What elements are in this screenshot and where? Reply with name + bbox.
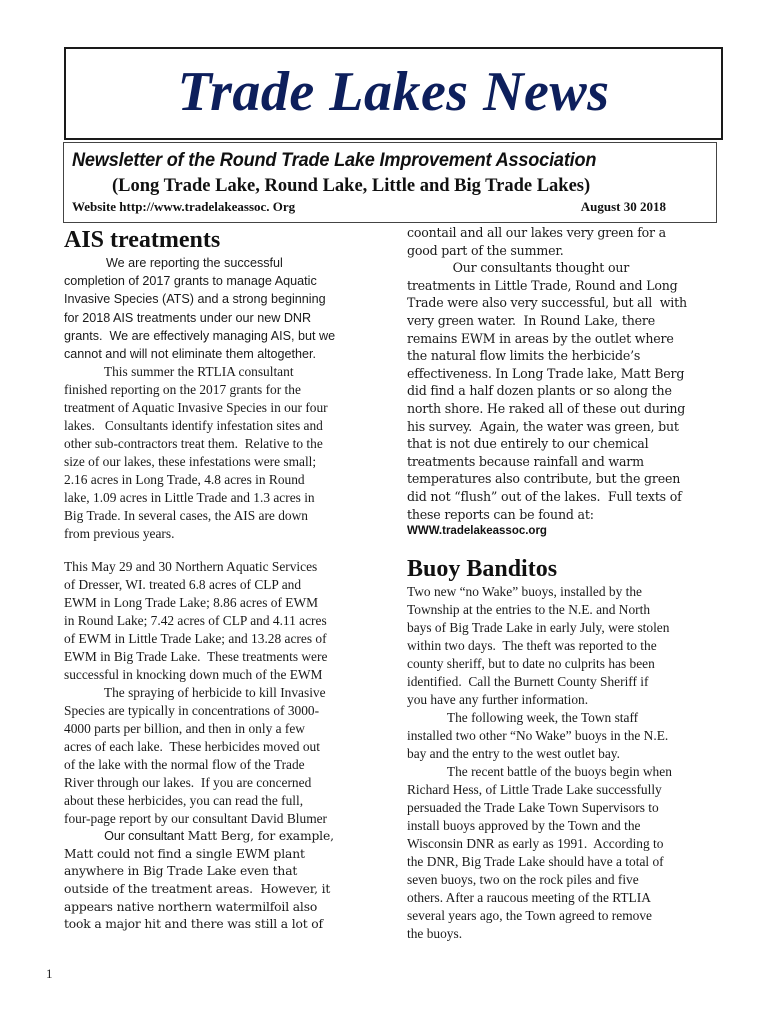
text-line: did not “flush” out of the lakes. Full texts of [407, 488, 682, 504]
text-line: completion of 2017 grants to manage Aquatic [64, 274, 317, 289]
text-line: treatments because rainfall and warm [407, 453, 644, 469]
text-line: grants. We are effectively managing AIS, but we [64, 328, 336, 343]
text-line: We are reporting the successful [64, 256, 283, 270]
text-line: about these herbicides, you can read the full, [64, 793, 304, 809]
text-line: effectiveness. In Long Trade lake, Matt Berg [407, 365, 685, 381]
text-line: Wisconsin DNR as early as 1991. According to [407, 836, 664, 852]
ais-intro-paragraph [64, 254, 374, 363]
text-line: outside of the treatment areas. However, it [64, 882, 331, 896]
text-line [64, 828, 374, 846]
heading-buoy-banditos: Buoy Banditos [407, 556, 558, 583]
text-line: other sub-contractors treat them. Relative to the [64, 436, 323, 452]
newsletter-title: Trade Lakes News [177, 61, 610, 123]
text-line: Township at the entries to the N.E. and North [407, 602, 651, 618]
text-line: cannot and will not eliminate them altogether. [64, 347, 317, 362]
text-line: treatment of Aquatic Invasive Species in our four [64, 400, 328, 416]
ais-continued-paragraph [407, 224, 707, 259]
text-line: remains EWM in areas by the outlet where [407, 330, 674, 346]
text-line: installed two other “No Wake” buoys in the N.E. [407, 728, 669, 744]
heading-ais-treatments: AIS treatments [64, 227, 221, 253]
text-line: anywhere in Big Trade Lake even that [64, 864, 298, 879]
text-line: The recent battle of the buoys begin when [407, 764, 672, 780]
text-line: lakes. Consultants identify infestation sites and [64, 418, 323, 434]
text-line: for 2018 AIS treatments under our new DNR [64, 310, 312, 325]
text-line: north shore. He raked all of these out during [407, 400, 686, 416]
text-line: size of our lakes, these infestations were small; [64, 454, 317, 470]
page-number: 1 [46, 966, 53, 981]
text-line: the buoys. [407, 926, 463, 942]
text-line: county sheriff, but to date no culprits has been [407, 656, 655, 672]
text-line: Two new “no Wake” buoys, installed by the [407, 584, 642, 600]
text-line: of EWM in Little Trade Lake; and 13.28 acres of [64, 631, 327, 647]
text-line: finished reporting on the 2017 grants for the [64, 382, 301, 398]
ais-matt-berg-paragraph [64, 828, 374, 934]
issue-date: August 30 2018 [580, 199, 666, 214]
text-line: the DNR, Big Trade Lake should have a total of [407, 854, 664, 870]
ais-treatment-paragraph [64, 558, 374, 684]
text-line: the natural flow limits the herbicide’s [407, 348, 641, 364]
text-line: seven buoys, two on the rock piles and five [407, 872, 639, 888]
text-line: Trade were also very successful, but all with [407, 295, 687, 311]
text-line: his survey. Again, the water was green, but [407, 418, 679, 434]
text-line: these reports can be found at: [407, 506, 594, 522]
text-line: from previous years. [64, 526, 175, 542]
text-line: acres of each lake. These herbicides moved out [64, 739, 320, 755]
text-line: persuaded the Trade Lake Town Supervisors to [407, 800, 659, 816]
ais-report-paragraph [64, 363, 374, 543]
buoy-history-paragraph [407, 763, 707, 943]
text-line: treatments in Little Trade, Round and Long [407, 277, 678, 293]
text-line: Our consultants thought our [407, 260, 630, 276]
text-line: Invasive Species (ATS) and a strong beginning [64, 292, 326, 307]
text-line: The spraying of herbicide to kill Invasive [64, 685, 326, 701]
text-line: several years ago, the Town agreed to remove [407, 908, 652, 924]
text-line: identified. Call the Burnett County Sheriff if [407, 674, 649, 690]
buoy-replacement-paragraph [407, 709, 707, 763]
text-line: good part of the summer. [407, 242, 564, 258]
text-line: appears native northern watermilfoil also [64, 899, 318, 914]
text-line: bays of Big Trade Lake in early July, were stolen [407, 620, 670, 636]
masthead-subtitle-box [63, 142, 717, 223]
text-line: Big Trade. In several cases, the AIS are down [64, 508, 308, 524]
text-line: Richard Hess, of Little Trade Lake successfully [407, 782, 662, 798]
text-line: River through our lakes. If you are concerned [64, 775, 312, 791]
text-line: others. After a raucous meeting of the RTLIA [407, 890, 651, 906]
buoy-theft-paragraph [407, 583, 707, 709]
text-line: EWM in Big Trade Lake. These treatments were [64, 649, 328, 665]
text-line: in Round Lake; 7.42 acres of CLP and 4.11 acres [64, 613, 327, 629]
lakes-list: (Long Trade Lake, Round Lake, Little and Big Trade Lakes) [112, 176, 591, 196]
ais-consultants-paragraph [407, 259, 707, 523]
text-line: lake, 1.09 acres in Little Trade and 1.3 acres in [64, 490, 315, 506]
text-fragment: Our consultant [64, 829, 184, 844]
text-line: EWM in Long Trade Lake; 8.86 acres of EWM [64, 595, 318, 611]
text-line: of the lake with the normal flow of the Trade [64, 757, 305, 773]
text-line: you have any further information. [407, 692, 589, 708]
text-line: 4000 parts per billion, and then in only a few [64, 721, 305, 737]
masthead-title-box [64, 47, 723, 140]
text-line: install buoys approved by the Town and the [407, 818, 641, 834]
text-line: Species are typically in concentrations of 3000- [64, 703, 320, 719]
text-line: that is not due entirely to our chemical [407, 436, 649, 452]
website-line[interactable]: Website http://www.tradelakeassoc. Org [72, 199, 296, 214]
text-line: The following week, the Town staff [407, 710, 639, 726]
newsletter-subtitle: Newsletter of the Round Trade Lake Improvement Association [72, 149, 597, 171]
paragraph-spacer [64, 543, 374, 558]
text-fragment: Matt Berg, for example, [184, 829, 334, 844]
text-line: very green water. In Round Lake, there [407, 312, 655, 328]
paragraph-spacer [407, 540, 707, 555]
text-line: bay and the entry to the west outlet bay. [407, 746, 620, 762]
text-line: took a major hit and there was still a lot of [64, 917, 323, 932]
text-line: Matt could not find a single EWM plant [64, 846, 305, 861]
text-line: 2.16 acres in Long Trade, 4.8 acres in Round [64, 472, 305, 488]
right-column [407, 224, 707, 943]
left-column [64, 226, 374, 934]
text-line: four-page report by our consultant David Blumer [64, 811, 328, 827]
ais-herbicide-paragraph [64, 684, 374, 828]
text-line: did find a half dozen plants or so along the [407, 383, 672, 399]
text-line: of Dresser, WI. treated 6.8 acres of CLP and [64, 577, 302, 593]
reports-url-link[interactable]: WWW.tradelakeassoc.org [407, 525, 547, 538]
text-line: successful in knocking down much of the EWM [64, 667, 323, 683]
text-line: temperatures also contribute, but the green [407, 471, 681, 487]
text-line: coontail and all our lakes very green for a [407, 225, 666, 240]
text-line: within two days. The theft was reported to the [407, 638, 657, 654]
text-line: This summer the RTLIA consultant [64, 364, 294, 380]
text-line: This May 29 and 30 Northern Aquatic Services [64, 559, 318, 575]
